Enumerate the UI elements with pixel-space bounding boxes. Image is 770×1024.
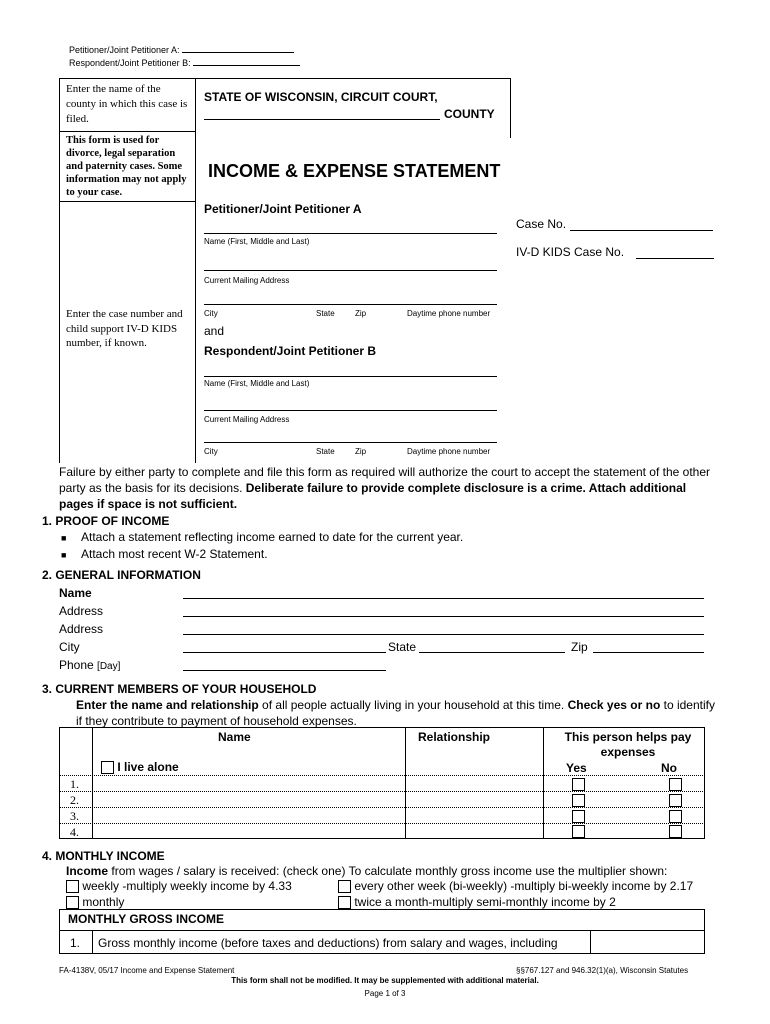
col-helps-header: This person helps pay expenses bbox=[564, 730, 692, 759]
col-yes-header: Yes bbox=[566, 761, 587, 775]
county-label: COUNTY bbox=[444, 107, 495, 121]
petitioner-a-line: Petitioner/Joint Petitioner A: bbox=[69, 45, 294, 55]
section3-heading: 3. CURRENT MEMBERS OF YOUR HOUSEHOLD bbox=[42, 682, 317, 696]
col-relationship-header: Relationship bbox=[418, 730, 491, 744]
party-a-city-caption: City bbox=[204, 309, 218, 318]
table-row: 2. bbox=[70, 793, 79, 807]
row1-yes-checkbox[interactable] bbox=[572, 778, 585, 791]
section2-heading: 2. GENERAL INFORMATION bbox=[42, 568, 201, 582]
footer-statutes: §§767.127 and 946.32(1)(a), Wisconsin Statutes bbox=[516, 966, 689, 975]
gi-phone-field[interactable] bbox=[183, 659, 386, 671]
gi-address1-label: Address bbox=[59, 604, 104, 618]
form-use-note: This form is used for divorce, legal separation and paternity cases. Some information may not apply to your case. bbox=[66, 135, 187, 198]
live-alone-option[interactable]: I live alone bbox=[101, 760, 179, 774]
opt-weekly[interactable]: weekly -multiply weekly income by 4.33 bbox=[66, 879, 292, 893]
row1-no-checkbox[interactable] bbox=[669, 778, 682, 791]
monthly-checkbox[interactable] bbox=[66, 896, 79, 909]
case-no-label: Case No. bbox=[516, 217, 567, 231]
party-b-name-caption: Name (First, Middle and Last) bbox=[204, 379, 310, 388]
opt-biweekly[interactable]: every other week (bi-weekly) -multiply bi-weekly income by 2.17 bbox=[338, 879, 693, 893]
case-no-field[interactable] bbox=[570, 218, 713, 231]
party-a-name-caption: Name (First, Middle and Last) bbox=[204, 237, 310, 246]
party-b-name-field[interactable] bbox=[204, 366, 497, 377]
semimonthly-checkbox[interactable] bbox=[338, 896, 351, 909]
section1-heading: 1. PROOF OF INCOME bbox=[42, 514, 170, 528]
ivd-field[interactable] bbox=[636, 246, 714, 259]
row2-no-checkbox[interactable] bbox=[669, 794, 682, 807]
row2-yes-checkbox[interactable] bbox=[572, 794, 585, 807]
footer-notice: This form shall not be modified. It may be supplemented with additional material. bbox=[231, 976, 539, 985]
party-b-state-caption: State bbox=[316, 447, 335, 456]
gi-address1-field[interactable] bbox=[183, 605, 704, 617]
gross-row-number: 1. bbox=[70, 936, 81, 950]
party-a-heading: Petitioner/Joint Petitioner A bbox=[204, 202, 362, 216]
table-row: 4. bbox=[70, 825, 79, 839]
opt-monthly[interactable]: monthly bbox=[66, 895, 124, 909]
gi-phone-label: Phone [Day] bbox=[59, 658, 121, 672]
gi-address2-field[interactable] bbox=[183, 623, 704, 635]
gi-zip-field[interactable] bbox=[593, 641, 704, 653]
party-a-zip-caption: Zip bbox=[355, 309, 367, 318]
bullet-item: ■ Attach a statement reflecting income earned to date for the current year. bbox=[61, 530, 464, 544]
section1-bullets bbox=[61, 529, 463, 563]
row3-yes-checkbox[interactable] bbox=[572, 810, 585, 823]
case-number-instruction: Enter the case number and child support IV-D KIDS number, if known. bbox=[66, 308, 183, 349]
party-a-state-caption: State bbox=[316, 309, 335, 318]
gross-row-text: Gross monthly income (before taxes and deductions) from salary and wages, including bbox=[98, 936, 558, 950]
table-row: 3. bbox=[70, 809, 79, 823]
income-instruction: Income from wages / salary is received: (check one) To calculate monthly gross income use the multiplier shown: bbox=[66, 864, 668, 878]
row4-yes-checkbox[interactable] bbox=[572, 825, 585, 838]
respondent-b-line: Respondent/Joint Petitioner B: bbox=[69, 58, 300, 68]
party-b-phone-caption: Daytime phone number bbox=[407, 447, 491, 456]
petitioner-a-field[interactable] bbox=[182, 52, 294, 53]
party-a-name-field[interactable] bbox=[204, 223, 497, 234]
biweekly-checkbox[interactable] bbox=[338, 880, 351, 893]
footer-form-id: FA-4138V, 05/17 Income and Expense Statement bbox=[59, 966, 235, 975]
party-b-address-caption: Current Mailing Address bbox=[204, 415, 290, 424]
party-a-phone-caption: Daytime phone number bbox=[407, 309, 491, 318]
table-row: 1. bbox=[70, 777, 79, 791]
party-b-address-field[interactable] bbox=[204, 400, 497, 411]
row3-no-checkbox[interactable] bbox=[669, 810, 682, 823]
party-b-city-line[interactable] bbox=[204, 434, 497, 443]
bullet-item: ■ Attach most recent W-2 Statement. bbox=[61, 547, 268, 561]
gi-state-label: State bbox=[388, 640, 417, 654]
party-b-city-caption: City bbox=[204, 447, 218, 456]
gross-income-heading: MONTHLY GROSS INCOME bbox=[68, 912, 225, 926]
county-instruction: Enter the name of the county in which this case is filed. bbox=[66, 83, 188, 125]
live-alone-checkbox[interactable] bbox=[101, 761, 114, 774]
party-b-heading: Respondent/Joint Petitioner B bbox=[204, 344, 377, 358]
county-field[interactable] bbox=[204, 107, 440, 120]
party-a-city-line[interactable] bbox=[204, 296, 497, 305]
gi-state-field[interactable] bbox=[419, 641, 565, 653]
opt-semimonthly[interactable]: twice a month-multiply semi-monthly income by 2 bbox=[338, 895, 616, 909]
and-text: and bbox=[204, 324, 225, 338]
ivd-label: IV-D KIDS Case No. bbox=[516, 245, 625, 259]
gi-city-field[interactable] bbox=[183, 641, 386, 653]
weekly-checkbox[interactable] bbox=[66, 880, 79, 893]
row4-no-checkbox[interactable] bbox=[669, 825, 682, 838]
gi-address2-label: Address bbox=[59, 622, 104, 636]
party-a-address-caption: Current Mailing Address bbox=[204, 276, 290, 285]
warning-paragraph: Failure by either party to complete and file this form as required will authorize the court to accept the statement of the other party as the basis for its decisions. Deliberate failure to provide complete disclosure is a crime. Attach additional pages if space is not sufficient. bbox=[59, 465, 710, 511]
footer-page: Page 1 of 3 bbox=[364, 989, 406, 998]
section3-instructions: Enter the name and relationship of all people actually living in your household at this time. Check yes or no to identify if they contribute to payment of household expenses. bbox=[76, 698, 715, 728]
party-b-zip-caption: Zip bbox=[355, 447, 367, 456]
gi-name-label: Name bbox=[59, 586, 92, 600]
court-line: STATE OF WISCONSIN, CIRCUIT COURT, bbox=[204, 90, 438, 104]
gi-name-field[interactable] bbox=[183, 587, 704, 599]
gi-zip-label: Zip bbox=[571, 640, 588, 654]
respondent-b-field[interactable] bbox=[193, 65, 300, 66]
gi-city-label: City bbox=[59, 640, 80, 654]
col-name-header: Name bbox=[218, 730, 251, 744]
col-no-header: No bbox=[661, 761, 677, 775]
party-a-address-field[interactable] bbox=[204, 260, 497, 271]
form-title: INCOME & EXPENSE STATEMENT bbox=[208, 161, 501, 181]
section4-heading: 4. MONTHLY INCOME bbox=[42, 849, 165, 863]
